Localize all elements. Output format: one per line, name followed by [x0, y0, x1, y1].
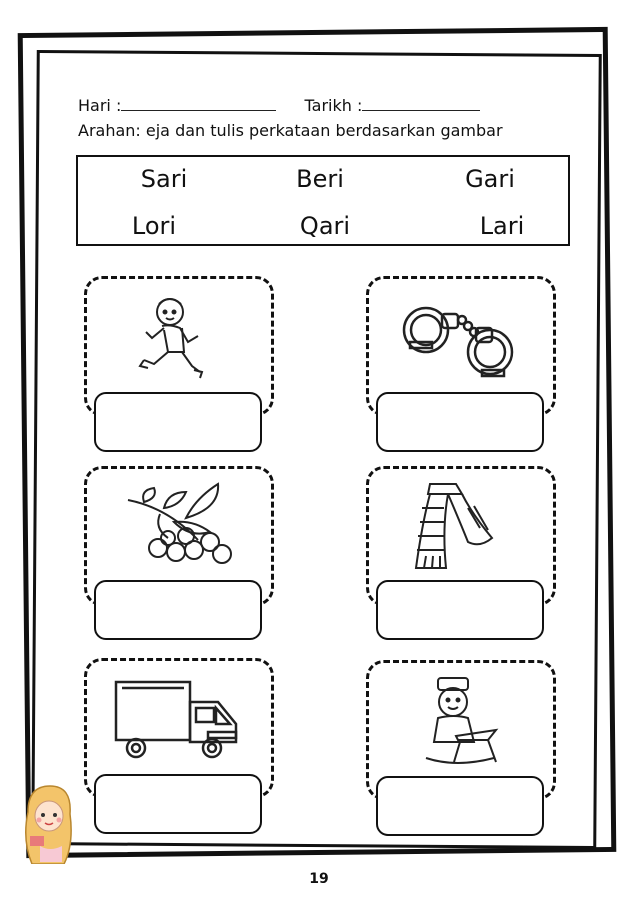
running-boy-icon: [134, 290, 214, 390]
answer-box[interactable]: [376, 392, 544, 452]
tarikh-label: Tarikh :: [304, 96, 363, 115]
answer-box[interactable]: [376, 580, 544, 640]
berries-icon: [124, 482, 242, 572]
word-bank-item: Sari: [140, 165, 188, 193]
word-bank-item: Qari: [299, 212, 351, 240]
word-bank-item: Beri: [296, 165, 344, 193]
answer-box[interactable]: [94, 580, 262, 640]
answer-box[interactable]: [94, 774, 262, 834]
hijab-girl-mascot-icon: [18, 782, 78, 864]
hari-blank[interactable]: [121, 96, 276, 111]
page-number: 19: [309, 871, 329, 887]
answer-box[interactable]: [94, 392, 262, 452]
word-bank-item: Lari: [479, 212, 525, 240]
word-bank-item: Lori: [131, 212, 177, 240]
date-line: [78, 96, 480, 115]
lorry-icon: [108, 672, 244, 764]
quran-reader-icon: [418, 672, 502, 772]
word-bank: [76, 155, 570, 246]
instruction-text: Arahan: eja dan tulis perkataan berdasarkan gambar: [78, 121, 503, 140]
answer-box[interactable]: [376, 776, 544, 836]
tarikh-blank[interactable]: [362, 96, 480, 111]
sari-cloth-icon: [408, 478, 496, 574]
handcuffs-icon: [398, 294, 524, 382]
hari-label: Hari :: [78, 96, 122, 115]
word-bank-item: Gari: [465, 165, 515, 193]
